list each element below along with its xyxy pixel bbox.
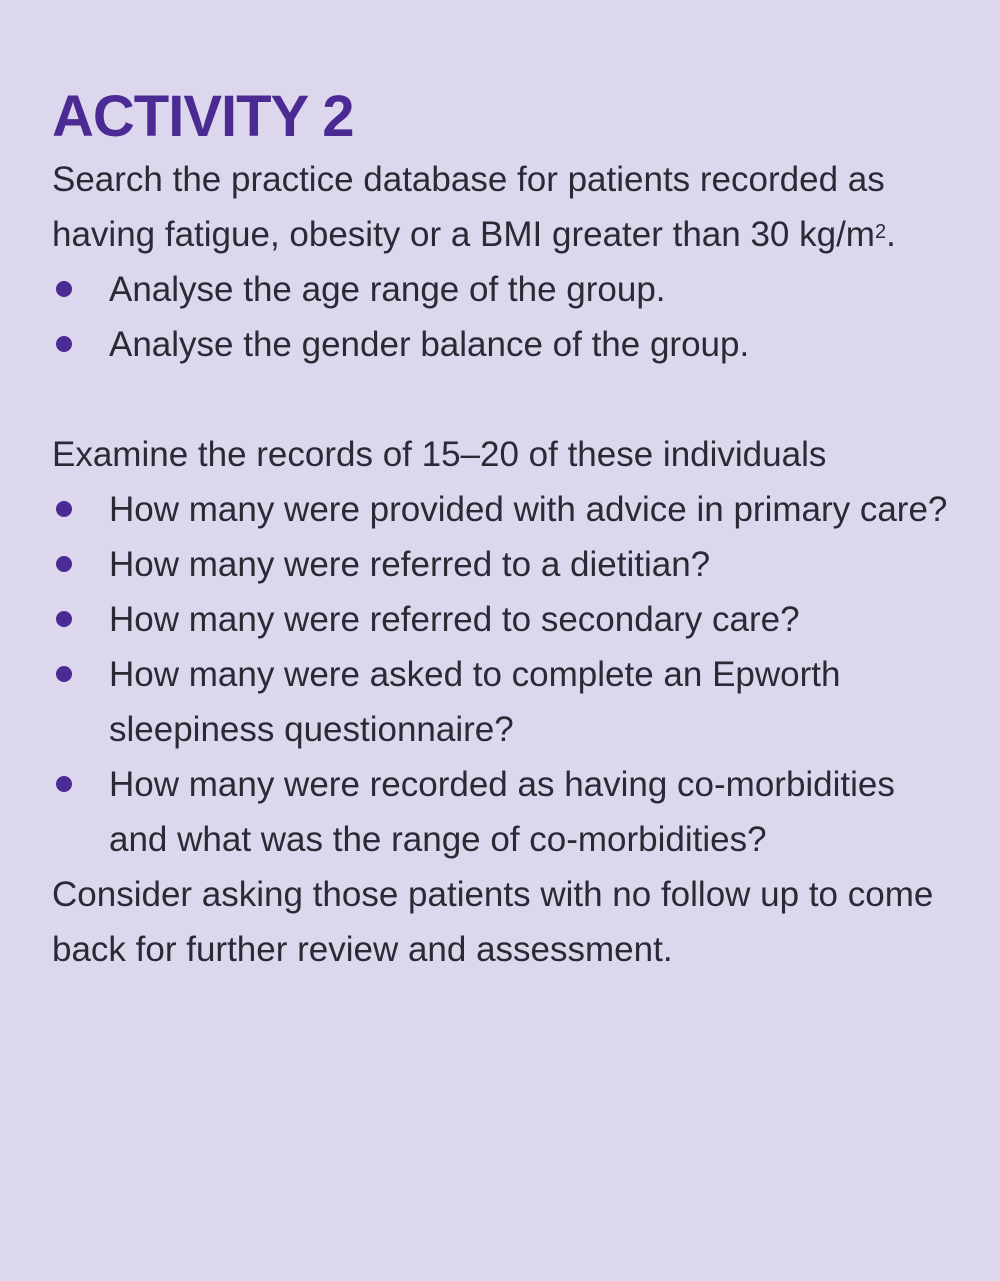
list-item: How many were referred to a dietitian?	[52, 537, 962, 592]
bullet-icon	[56, 611, 72, 627]
analysis-list	[52, 262, 962, 372]
intro-suffix: .	[886, 215, 896, 254]
bullet-icon	[56, 336, 72, 352]
intro-paragraph	[52, 152, 962, 262]
examine-intro: Examine the records of 15–20 of these individuals	[52, 435, 827, 474]
bullet-icon	[56, 556, 72, 572]
list-item: How many were asked to complete an Epworth sleepiness questionnaire?	[52, 647, 962, 757]
intro-superscript: 2	[874, 221, 887, 243]
section-spacer	[52, 372, 962, 427]
list-item: How many were provided with advice in primary care?	[52, 482, 962, 537]
bullet-icon	[56, 501, 72, 517]
bullet-icon	[56, 666, 72, 682]
list-item: Analyse the age range of the group.	[52, 262, 962, 317]
question-list	[52, 482, 962, 867]
list-item: How many were recorded as having co-morbidities and what was the range of co-morbidities?	[52, 757, 962, 867]
bullet-icon	[56, 776, 72, 792]
list-item: How many were referred to secondary care?	[52, 592, 962, 647]
intro-text: Search the practice database for patients recorded as having fatigue, obesity or a BMI greater than 30 kg/m	[52, 160, 885, 254]
activity-panel	[52, 84, 962, 977]
closing-paragraph: Consider asking those patients with no follow up to come back for further review and assessment.	[52, 875, 934, 969]
list-item: Analyse the gender balance of the group.	[52, 317, 962, 372]
bullet-icon	[56, 281, 72, 297]
activity-heading: ACTIVITY 2	[52, 84, 354, 149]
